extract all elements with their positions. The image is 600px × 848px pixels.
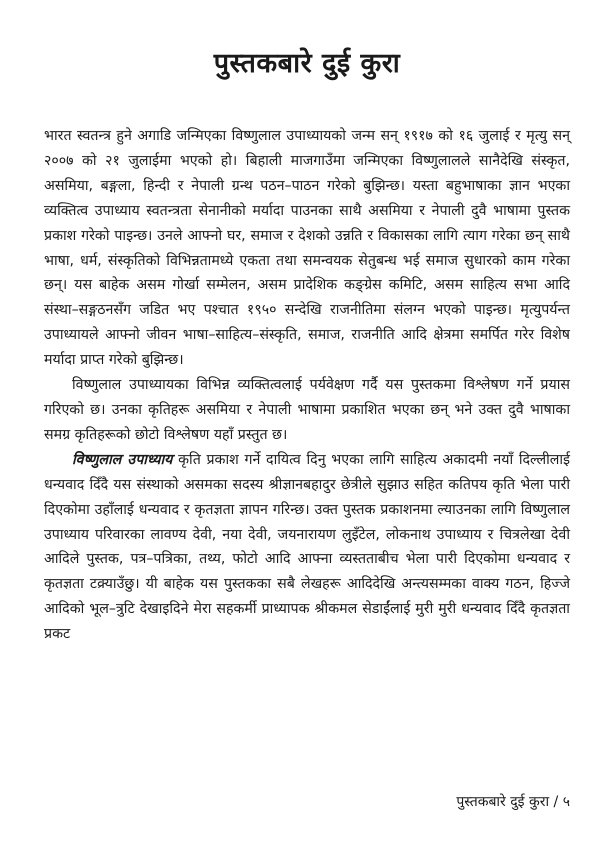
page-title: पुस्तकबारे दुई कुरा <box>213 48 401 79</box>
page-footer: पुस्तकबारे दुई कुरा / ५ <box>456 794 570 810</box>
paragraph-1-text: भारत स्वतन्त्र हुने अगाडि जन्मिएका विष्णुलाल उपाध्यायको जन्म सन् १९१७ को १६ जुलाई र मृत्यु सन् २००७ को २१ जुलाईमा भएको हो। बिहाली माजगाउँमा जन्मिएका विष्णुलालले सानैदेखि संस्कृत, असमिया, बङ्गला, हिन्दी र नेपाली ग्रन्थ पठन–पाठन गरेको बुझिन्छ। यस्ता बहुभाषाका ज्ञान भएका व्यक्तित्व उपाध्याय स्वतन्त्रता सेनानीको मर्यादा पाउनका साथै असमिया र नेपाली दुवै भाषामा पुस्तक प्रकाश गरेको पाइन्छ। उनले आफ्नो घर, समाज र देशको उन्नति र विकासका लागि त्याग गरेका छन् साथै भाषा, धर्म, संस्कृतिको विभिन्नतामध्ये एकता तथा समन्वयक सेतुबन्ध भई समाज सुधारको काम गरेका छन्। यस बाहेक असम गोर्खा सम्मेलन, असम प्रादेशिक कङ्ग्रेस कमिटि, असम साहित्य सभा आदि संस्था–सङ्गठनसँग जडित भए पश्चात १९५० सन्देखि राजनीतिमा संलग्न भएको पाइन्छ। मृत्युपर्यन्त उपाध्यायले आफ्नो जीवन भाषा–साहित्य–संस्कृति, समाज, राजनीति आदि क्षेत्रमा समर्पित गरेर विशेष मर्यादा प्राप्त गरेको बुझिन्छ। <box>44 128 570 369</box>
paragraph-3 <box>44 448 570 647</box>
paragraph-3-text: कृति प्रकाश गर्ने दायित्व दिनु भएका लागि साहित्य अकादमी नयाँ दिल्लीलाई धन्यवाद दिँदै यस संस्थाको असमका सदस्य श्रीज्ञानबहादुर छेत्रीले सुझाउ सहित कतिपय कृति भेला पारी दिएकोमा उहाँलाई धन्यवाद र कृतज्ञता ज्ञापन गरिन्छ। उक्त पुस्तक प्रकाशनमा ल्याउनका लागि विष्णुलाल उपाध्याय परिवारका लावण्य देवी, नया देवी, जयनारायण लुइँटेल, लोकनाथ उपाध्याय र चित्रलेखा देवी आदिले पुस्तक, पत्र–पत्रिका, तथ्य, फोटो आदि आफ्ना व्यस्तताबीच भेला पारी दिएकोमा धन्यवाद र कृतज्ञता टक्र्याउँछु। यी बाहेक यस पुस्तकका सबै लेखहरू आदिदेखि अन्त्यसम्मका वाक्य गठन, हिज्जे आदिको भूल–त्रुटि देखाइदिने मेरा सहकर्मी प्राध्यापक श्रीकमल सेडाईंलाई मुरी मुरी धन्यवाद दिँदै कृतज्ञता प्रकट <box>44 451 571 643</box>
paragraph-2-text: विष्णुलाल उपाध्यायका विभिन्न व्यक्तित्वलाई पर्यवेक्षण गर्दै यस पुस्तकमा विश्लेषण गर्ने प्रयास गरिएको छ। उनका कृतिहरू असमिया र नेपाली भाषामा प्रकाशित भएका छन् भने उक्त दुवै भाषाका समग्र कृतिहरूको छोटो विश्लेषण यहाँ प्रस्तुत छ। <box>44 377 570 443</box>
paragraph-1 <box>44 124 570 373</box>
body-text <box>44 124 570 647</box>
paragraph-2 <box>44 373 570 448</box>
book-title-emphasis: विष्णुलाल उपाध्याय <box>72 451 173 468</box>
